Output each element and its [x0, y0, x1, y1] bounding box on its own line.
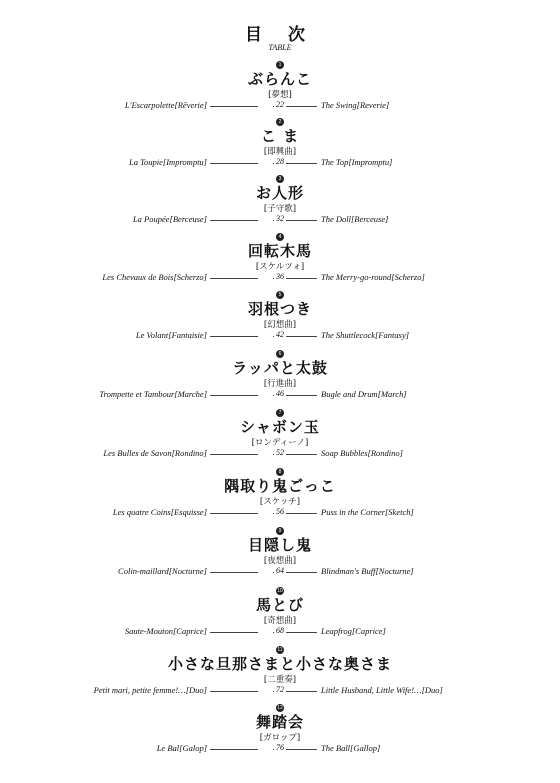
- entry-number-badge: 9: [276, 527, 284, 535]
- entry-page-number: 56: [276, 507, 284, 516]
- entry-title-fr: L'Escarpolette[Rêverie]: [124, 100, 207, 110]
- toc-entry[interactable]: [0, 527, 560, 587]
- entry-title-jp: 馬とび: [255, 596, 304, 614]
- entry-genre-jp: [行進曲]: [263, 379, 297, 389]
- entry-title-en: The Doll[Berceuse]: [321, 214, 389, 224]
- entry-genre-jp: [二重奏]: [263, 675, 297, 685]
- entry-page-number: 64: [276, 566, 284, 575]
- entry-title-en: Soap Bubbles[Rondino]: [321, 448, 403, 458]
- leader-line: [210, 691, 258, 692]
- entry-genre-jp: [夢想]: [268, 90, 292, 100]
- entry-number-badge: 7: [276, 409, 284, 417]
- toc-entry[interactable]: [0, 646, 560, 706]
- leader-line: [210, 572, 258, 573]
- entry-page-number: 76: [276, 743, 284, 752]
- entry-title-fr: Le Volant[Fantaisie]: [135, 330, 207, 340]
- entry-title-jp: 小さな旦那さまと小さな奥さま: [167, 655, 392, 673]
- page-title: 目 次: [245, 25, 315, 45]
- entry-title-fr: Les Bulles de Savon[Rondino]: [103, 448, 207, 458]
- toc-entry[interactable]: [0, 468, 560, 528]
- entry-genre-jp: [奇想曲]: [263, 616, 297, 626]
- entry-title-jp: 羽根つき: [247, 300, 312, 318]
- entry-genre-jp: [スケルツォ]: [255, 262, 305, 272]
- entry-row: [0, 100, 560, 112]
- entry-title-fr: Trompette et Tambour[Marche]: [99, 389, 207, 399]
- entry-title-fr: La Toupie[Impromptu]: [128, 157, 207, 167]
- entry-title-en: Bugle and Drum[March]: [321, 389, 407, 399]
- entry-title-jp: こ ま: [260, 127, 300, 145]
- entry-page-number: 68: [276, 626, 284, 635]
- entry-title-fr: La Poupée[Berceuse]: [132, 214, 207, 224]
- entry-row: [0, 157, 560, 169]
- entry-title-fr: Les Chevaux de Bois[Scherzo]: [102, 272, 207, 282]
- entry-title-en: The Merry-go-round[Scherzo]: [321, 272, 425, 282]
- entry-row: [0, 214, 560, 226]
- entry-page-number: 46: [276, 389, 284, 398]
- entry-title-jp: 回転木馬: [247, 242, 312, 260]
- entry-number-badge: 1: [276, 61, 284, 69]
- leader-line: [210, 395, 258, 396]
- leader-line: [210, 336, 258, 337]
- leader-line: [210, 632, 258, 633]
- entry-page-number: 22: [276, 100, 284, 109]
- entry-page-number: 72: [276, 685, 284, 694]
- entry-title-en: The Shuttlecock[Fantasy]: [321, 330, 410, 340]
- entry-title-en: The Top[Impromptu]: [321, 157, 393, 167]
- leader-line: [210, 454, 258, 455]
- entry-number-badge: 8: [276, 468, 284, 476]
- entry-number-badge: 5: [276, 291, 284, 299]
- entry-row: [0, 448, 560, 460]
- entry-number-badge: 3: [276, 175, 284, 183]
- toc-entry[interactable]: [0, 291, 560, 351]
- entry-title-jp: シャボン玉: [240, 418, 320, 436]
- entry-genre-jp: [幻想曲]: [263, 320, 297, 330]
- entry-title-en: The Ball[Gallop]: [321, 743, 381, 753]
- entry-page-number: 36: [276, 272, 284, 281]
- leader-line: [210, 220, 258, 221]
- entry-number-badge: 12: [277, 705, 283, 711]
- entry-title-en: The Swing[Reverie]: [321, 100, 390, 110]
- entry-number-badge: 6: [276, 350, 284, 358]
- toc-entry[interactable]: [0, 409, 560, 469]
- entry-title-fr: Le Bal[Galop]: [156, 743, 207, 753]
- entry-page-number: 42: [276, 330, 284, 339]
- entry-row: [0, 626, 560, 638]
- entry-number-badge: 10: [277, 588, 283, 594]
- entry-title-jp: 隅取り鬼ごっこ: [224, 477, 336, 495]
- entry-number-badge: 11: [277, 647, 283, 653]
- entry-title-fr: Colin-maillard[Nocturne]: [118, 566, 207, 576]
- entry-title-jp: ぶらんこ: [247, 70, 312, 88]
- entry-row: [0, 566, 560, 578]
- entry-row: [0, 743, 560, 755]
- entry-number-badge: 2: [276, 118, 284, 126]
- entry-genre-jp: [即興曲]: [263, 147, 297, 157]
- leader-line: [210, 106, 258, 107]
- entry-page-number: 52: [276, 448, 284, 457]
- leader-line: [210, 513, 258, 514]
- entry-title-en: Little Husband, Little Wife!…[Duo]: [321, 685, 443, 695]
- entry-number-badge: 4: [276, 233, 284, 241]
- toc-entry[interactable]: [0, 704, 560, 764]
- entry-title-en: Blindman's Buff[Nocturne]: [321, 566, 414, 576]
- entry-genre-jp: [子守歌]: [263, 204, 297, 214]
- entry-title-jp: 舞踏会: [255, 713, 304, 731]
- entry-genre-jp: [夜想曲]: [263, 556, 297, 566]
- toc-entry[interactable]: [0, 175, 560, 235]
- leader-line: [210, 278, 258, 279]
- entry-row: [0, 389, 560, 401]
- leader-line: [210, 749, 258, 750]
- toc-entry[interactable]: [0, 350, 560, 410]
- page-subtitle: TABLE: [268, 43, 292, 52]
- entry-title-fr: Saute-Mouton[Caprice]: [124, 626, 207, 636]
- entry-row: [0, 272, 560, 284]
- entry-page-number: 32: [276, 214, 284, 223]
- toc-entry[interactable]: [0, 61, 560, 121]
- entry-title-jp: お人形: [255, 184, 304, 202]
- toc-entry[interactable]: [0, 587, 560, 647]
- leader-line: [210, 163, 258, 164]
- toc-entry[interactable]: [0, 233, 560, 293]
- entry-title-en: Puss in the Corner[Sketch]: [321, 507, 414, 517]
- entry-genre-jp: [スケッチ]: [259, 497, 301, 507]
- entry-row: [0, 507, 560, 519]
- entry-title-en: Leapfrog[Caprice]: [321, 626, 386, 636]
- entry-genre-jp: [ロンディーノ]: [251, 438, 309, 448]
- entry-title-jp: ラッパと太鼓: [232, 359, 328, 377]
- entry-page-number: 28: [276, 157, 284, 166]
- entry-genre-jp: [ガロップ]: [259, 733, 301, 743]
- entry-row: [0, 685, 560, 697]
- entry-title-fr: Petit mari, petite femme!…[Duo]: [93, 685, 207, 695]
- entry-title-fr: Les quatre Coins[Esquisse]: [112, 507, 207, 517]
- entry-row: [0, 330, 560, 342]
- toc-entry[interactable]: [0, 118, 560, 178]
- entry-title-jp: 目隠し鬼: [247, 536, 312, 554]
